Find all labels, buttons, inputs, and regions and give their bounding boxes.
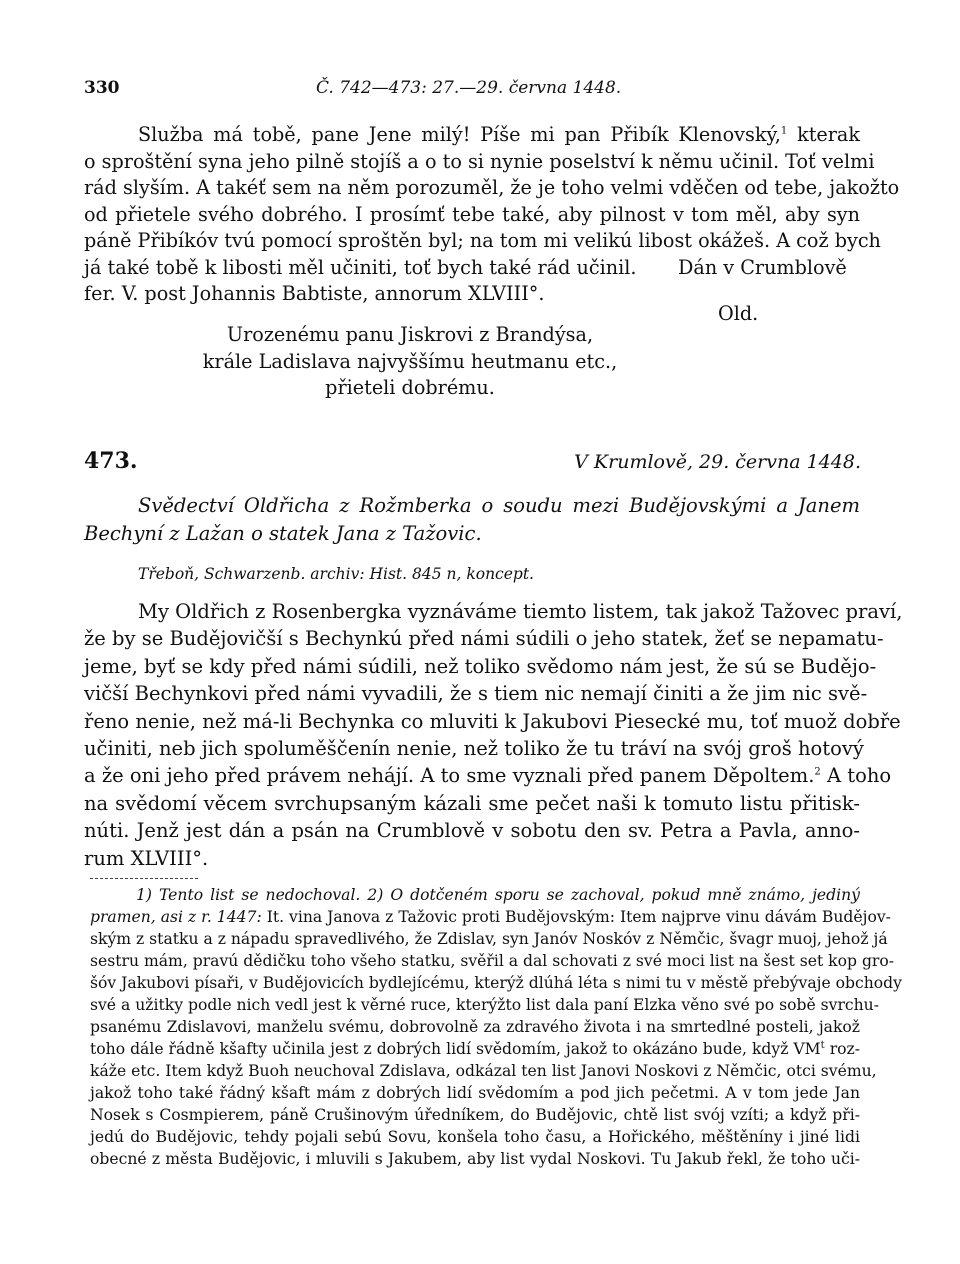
text-line: vičší Bechynkovi před námi vyvadili, že s tiem nic nemají činiti a že jim nic svě- xyxy=(84,682,868,706)
footnotes xyxy=(90,884,902,1170)
document-number: 473. xyxy=(84,448,138,474)
text-line: jeme, byť se kdy před námi súdili, než toliko svědomo nám jest, že sú se Budějo- xyxy=(84,654,877,678)
text-line: na svědomí věcem svrchupsaným kázali sme pečet naši k tomuto listu přitisk- xyxy=(84,791,860,815)
text-line: řeno nenie, než má-li Bechynka co mluviti k Jakubovi Piesecké mu, toť muož dobře xyxy=(84,709,901,733)
address-block xyxy=(200,322,620,402)
footnote-2-intro: 2) O dotčeném sporu se zachoval, pokud mně známo, jediný xyxy=(367,886,860,904)
footnote-line: jedú do Budějovic, tehdy pojali sebú Sovu, konšela toho času, a Hořického, měštěníny i jiné lidi xyxy=(90,1128,860,1146)
document-473-text xyxy=(84,598,903,872)
signature: Old. xyxy=(718,302,759,325)
text-line: že by se Budějovičší s Bechynkú před námi súdili o jeho statek, žeť se nepamatu- xyxy=(84,627,884,651)
text-segment: pramen, asi z r. 1447: xyxy=(90,908,262,926)
running-head: Č. 742—473: 27.—29. června 1448. xyxy=(316,78,622,98)
text-line: rád slyším. A takéť sem na něm porozuměl, že je toho velmi vděčen od tebe, jakožto xyxy=(84,176,900,199)
document-place-date: V Krumlově, 29. června 1448. xyxy=(574,451,861,473)
text-line: páně Přibíkóv tvú pomocí sproštěn byl; na tom mi velikú libost okážeš. A což bych xyxy=(84,229,881,252)
footnote-separator xyxy=(90,878,198,879)
text-line: od přietele svého dobrého. I prosímť tebe také, aby pilnost v tom měl, aby syn xyxy=(84,202,860,226)
text-line: My Oldřich z Rosenbergka vyznáváme tiemto listem, tak jakož Tažovec praví, xyxy=(138,600,903,623)
footnote-line: sestru mám, pravú dědičku toho všeho statku, svěřil a dal schovati z své moci list na šest set kop gro- xyxy=(90,952,895,970)
text-line: rum XLVIII°. xyxy=(84,846,209,870)
footnote-line: šóv Jakubovi písaři, v Budějovicích bydlejícému, kterýž dlúhá léta s nimi tu v městě přebývaje obchody xyxy=(90,974,902,992)
footnote-line: káže etc. Item když Buoh neuchoval Zdislava, odkázal ten list Janovi Noskovi z Němčic, otci svému, xyxy=(90,1062,877,1080)
address-line: přieteli dobrému. xyxy=(325,376,495,399)
footnote-line: ským z statku a z nápadu spravedlivého, že Zdislav, syn Janóv Noskóv z Němčic, švagr muoj, jehož já xyxy=(90,930,888,948)
text-segment: kterak xyxy=(797,123,860,146)
footnote-line xyxy=(90,884,860,906)
footnote-1: 1) Tento list se nedochoval. xyxy=(136,886,361,904)
text-line xyxy=(84,255,860,282)
text-line xyxy=(84,122,860,149)
regest xyxy=(84,492,860,548)
text-segment: a že oni jeho před právem nehájí. A to sme vyznali před panem Děpoltem. xyxy=(84,764,815,788)
footnote-line xyxy=(90,906,891,928)
text-segment: Služba má tobě, pane Jene milý! Píše mi pan Přibík Klenovský, xyxy=(138,123,781,146)
footnote-ref: 2 xyxy=(814,766,821,778)
text-segment: já také tobě k libosti měl učiniti, toť bych také rád učinil. xyxy=(84,255,637,279)
archival-source: Třeboň, Schwarzenb. archiv: Hist. 845 n, koncept. xyxy=(138,565,534,583)
footnote-ref: 1 xyxy=(780,125,788,137)
text-segment: It. vina Janova z Tažovic proti Budějovským: Item najprve vinu dávám Budějov- xyxy=(266,908,891,926)
footnote-line xyxy=(90,1038,860,1060)
footnote-line: své a užitky podle nich vedl jest k věrné ruce, kterýžto list dala paní Elzka věno své po sobě svrchu- xyxy=(90,996,879,1014)
text-line: núti. Jenž jest dán a psán na Crumblově v sobotu den sv. Petra a Pavla, anno- xyxy=(84,819,860,843)
given-at: Dán v Crumblově xyxy=(678,255,847,279)
text-line xyxy=(84,762,892,789)
page-number: 330 xyxy=(84,78,120,98)
address-line: Urozenému panu Jiskrovi z Brandýsa, xyxy=(226,323,594,346)
footnote-line: obecné z města Budějovic, i mluvili s Jakubem, aby list vydal Noskovi. Tu Jakub řekl, že toho uči- xyxy=(90,1150,860,1168)
footnote-line: jakož toho také řádný kšaft mám z dobrých lidí svědomím a pod jich pečetmi. A v tom jede Jan xyxy=(90,1084,860,1102)
text-line: učiniti, neb jich spoluměščenín nenie, než toliko že tu tráví na svój groš hotový xyxy=(84,736,864,760)
text-segment: toho dále řádně kšafty učinila jest z dobrých lidí svědomím, jakož to okázáno bude, když VM xyxy=(90,1040,821,1058)
text-segment: A toho xyxy=(826,764,892,788)
regest-line: Bechyní z Lažan o statek Jana z Tažovic. xyxy=(84,522,482,545)
text-line: o sproštění syna jeho pilně stojíš a o to si nynie poselství k němu učinil. Toť velmi xyxy=(84,149,875,173)
footnote-line: Nosek s Cosmpierem, páně Crušinovým úředníkem, do Budějovic, chtě list svój vzíti; a když při- xyxy=(90,1106,860,1124)
footnote-line: psanému Zdislavovi, manželu svému, dobrovolně za zdravého života i na smrtedlné posteli, jakož xyxy=(90,1018,860,1036)
regest-line: Svědectví Oldřicha z Rožmberka o soudu mezi Budějovskými a Janem xyxy=(138,494,860,517)
text-line: fer. V. post Johannis Babtiste, annorum XLVIII°. xyxy=(84,282,545,305)
address-line: krále Ladislava najvyššímu heutmanu etc., xyxy=(202,349,618,373)
text-segment: roz- xyxy=(829,1040,861,1058)
superscript: t xyxy=(820,1039,825,1051)
letter-742-text xyxy=(84,122,900,308)
